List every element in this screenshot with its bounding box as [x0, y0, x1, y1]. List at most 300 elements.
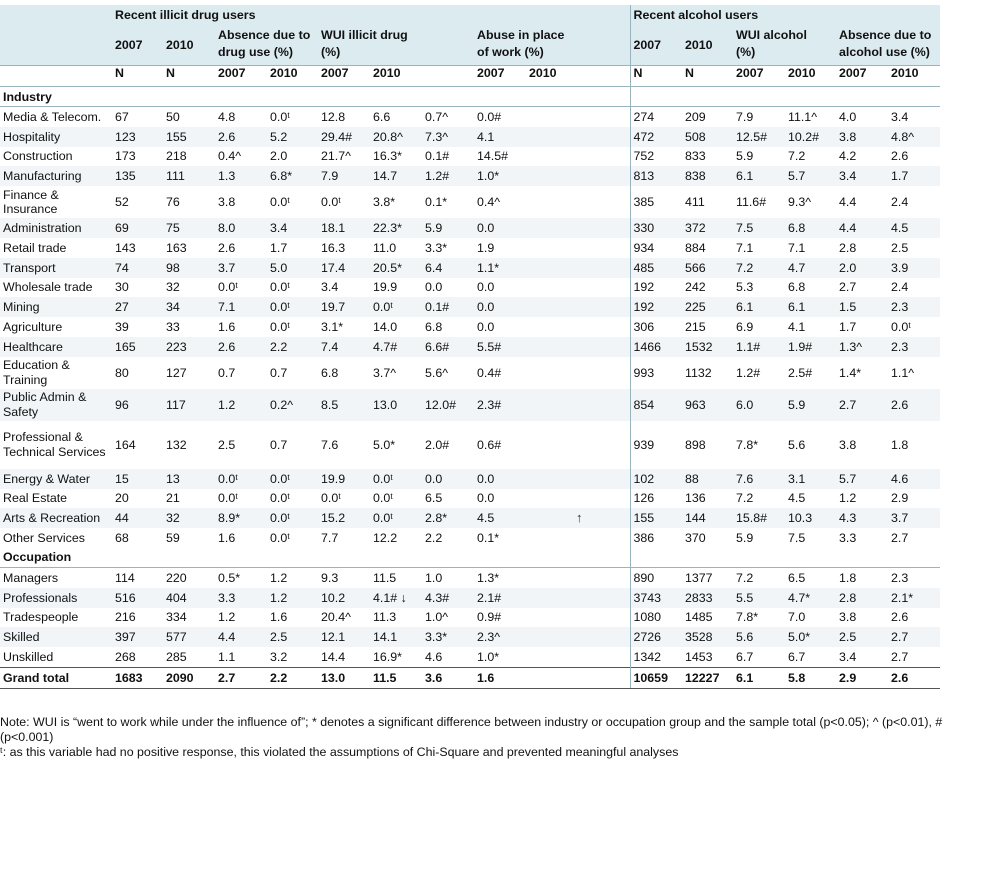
table-cell: 4.1# ↓	[370, 588, 422, 608]
table-cell: 0.4^	[218, 149, 242, 164]
table-cell: 1.1*	[474, 258, 526, 278]
table-cell: 0.1*	[477, 531, 500, 546]
table-row	[0, 608, 940, 628]
arrow-cell	[526, 107, 630, 127]
table-cell: 5.9	[736, 149, 754, 164]
table-cell: 7.2	[736, 570, 754, 585]
table-cell: 32	[163, 508, 215, 528]
table-cell: 209	[685, 109, 706, 124]
table-cell: 5.0	[267, 258, 318, 278]
table-cell: 993	[630, 357, 682, 389]
table-row	[0, 238, 940, 258]
table-cell: 7.6	[321, 437, 339, 452]
table-cell: 1132	[685, 365, 712, 380]
table-cell: 173	[115, 149, 136, 164]
table-cell: 11.5	[373, 570, 397, 585]
table-cell: 397	[112, 627, 163, 647]
table-cell: 2.6	[888, 389, 940, 421]
table-cell: 4.7#	[370, 337, 422, 357]
table-cell: 7.6	[733, 469, 785, 489]
table-cell: 2.5#	[788, 365, 813, 380]
table-cell: 11.5	[370, 667, 422, 688]
table-cell: 192	[630, 278, 682, 298]
table-cell: 1.6	[218, 531, 236, 546]
absence-drug-heading-1: Absence due to	[215, 25, 318, 45]
drug-n-2007-heading: 2007	[112, 25, 163, 66]
table-cell: 7.2	[788, 149, 806, 164]
table-cell: 2.0#	[425, 437, 450, 452]
table-cell: 3.9	[888, 258, 940, 278]
n-label: N	[630, 66, 682, 87]
row-label: Administration	[0, 218, 112, 238]
table-cell: 7.1	[736, 240, 754, 255]
year-label: 2010	[785, 66, 836, 87]
table-cell: 3528	[682, 627, 733, 647]
table-cell: 2.0	[836, 258, 888, 278]
table-cell: 7.4	[318, 337, 370, 357]
table-cell: 67	[115, 109, 129, 124]
row-label: Media & Telecom.	[3, 109, 102, 124]
table-cell: 69	[112, 218, 163, 238]
table-cell: 68	[115, 531, 129, 546]
table-cell: 3.3*	[425, 240, 448, 255]
table-notes	[0, 715, 975, 760]
table-cell: 6.5	[425, 491, 443, 506]
table-cell: 2.6	[215, 337, 267, 357]
table-cell: 6.8	[785, 218, 836, 238]
row-label: Arts & Recreation	[0, 508, 112, 528]
table-cell: 10.2#	[785, 127, 836, 147]
table-cell: 7.3^	[422, 127, 474, 147]
table-cell: 838	[682, 166, 733, 186]
table-cell: 7.5	[733, 218, 785, 238]
table-cell: 0.0	[425, 280, 443, 295]
arrow-cell	[526, 489, 630, 509]
table-cell: 2.4	[891, 195, 909, 210]
wui-alc-heading-1: WUI alcohol	[733, 25, 836, 45]
drug-n-2010-heading: 2010	[163, 25, 215, 66]
table-cell: 370	[685, 531, 706, 546]
table-cell: 11.6#	[736, 195, 767, 210]
table-cell: 88	[682, 469, 733, 489]
year-label: 2010	[370, 66, 422, 87]
header-row-groups	[0, 5, 940, 25]
table-cell: 6.6#	[422, 337, 474, 357]
table-cell: 2.7	[888, 627, 940, 647]
arrow-cell	[526, 421, 630, 469]
table-cell: 0.4#	[477, 365, 502, 380]
alc-n-2010-heading: 2010	[682, 25, 733, 66]
table-cell: 3.7	[888, 508, 940, 528]
table-cell: 2.1#	[474, 588, 526, 608]
row-label: Public Admin & Safety	[0, 389, 112, 421]
table-cell: 2.3	[888, 337, 940, 357]
table-row	[0, 357, 940, 389]
table-cell: 2.8	[839, 240, 857, 255]
arrow-cell	[526, 667, 630, 688]
table-cell: 2.1*	[888, 588, 940, 608]
table-cell: 2.6	[891, 610, 909, 625]
table-cell: 2.3	[888, 297, 940, 317]
table-cell: 6.1	[785, 297, 836, 317]
table-cell: 39	[115, 320, 129, 335]
table-cell: 16.3	[321, 240, 346, 255]
table-cell: 6.8	[321, 365, 339, 380]
table-cell: 5.2	[267, 127, 318, 147]
arrow-cell	[526, 258, 630, 278]
table-cell: 0.0ᵗ	[321, 195, 341, 210]
table-cell: 2.7	[891, 531, 909, 546]
table-cell: 218	[166, 149, 187, 164]
table-cell: 4.1	[788, 320, 806, 335]
table-cell: 6.5	[788, 570, 806, 585]
table-cell: 16.3*	[373, 149, 402, 164]
table-cell: 7.2	[733, 258, 785, 278]
table-cell: 7.2	[736, 491, 754, 506]
table-cell: 74	[112, 258, 163, 278]
table-cell: 813	[630, 166, 682, 186]
table-cell: 8.9*	[215, 508, 267, 528]
table-cell: 6.8	[425, 320, 443, 335]
table-cell: 13.0	[318, 667, 370, 688]
table-cell: 1.8	[891, 437, 909, 452]
table-row	[0, 508, 940, 528]
table-cell: 144	[682, 508, 733, 528]
row-label: Energy & Water	[0, 469, 112, 489]
table-cell: 32	[166, 280, 180, 295]
table-cell: 20.5*	[370, 258, 422, 278]
table-cell: 76	[166, 195, 180, 210]
table-cell: 12.1	[318, 627, 370, 647]
arrow-cell	[526, 528, 630, 548]
table-cell: 2.3^	[474, 627, 526, 647]
table-row	[0, 667, 940, 688]
table-cell: 0.0	[477, 280, 495, 295]
table-cell: 132	[166, 437, 187, 452]
arrow-cell	[526, 278, 630, 298]
table-cell: 1.0*	[474, 166, 526, 186]
table-row	[0, 588, 940, 608]
n-label: N	[682, 66, 733, 87]
table-cell: 6.1	[733, 667, 785, 688]
table-cell: 1.0*	[477, 650, 500, 665]
arrow-cell	[526, 627, 630, 647]
table-cell: 215	[685, 320, 706, 335]
table-cell: 2090	[163, 667, 215, 688]
table-cell: 1683	[112, 667, 163, 688]
row-label: Unskilled	[3, 650, 54, 665]
table-cell: 1.5	[836, 297, 888, 317]
table-cell: 12.0#	[422, 389, 474, 421]
table-cell: 5.6	[788, 437, 806, 452]
table-cell: 1.2	[839, 491, 857, 506]
arrow-cell	[526, 127, 630, 147]
table-row	[0, 297, 940, 317]
table-cell: 306	[630, 317, 682, 337]
table-cell: 274	[630, 107, 682, 127]
table-cell: 0.0ᵗ	[270, 195, 290, 210]
table-cell: 0.0ᵗ	[267, 297, 318, 317]
table-cell: 3.3*	[422, 627, 474, 647]
table-cell: 0.7^	[425, 109, 449, 124]
table-cell: 7.8*	[736, 610, 759, 625]
table-cell: 0.0ᵗ	[321, 491, 341, 506]
table-cell: 2.2	[267, 667, 318, 688]
table-cell: 4.7	[785, 258, 836, 278]
table-cell: 2.6	[215, 127, 267, 147]
table-cell: 752	[630, 147, 682, 167]
year-label: 2007	[836, 66, 888, 87]
table-cell: 5.9	[785, 389, 836, 421]
table-cell: 59	[166, 531, 180, 546]
table-cell: 12.8	[321, 109, 346, 124]
table-cell: 2.4	[891, 280, 909, 295]
table-cell: 854	[630, 389, 682, 421]
table-cell: 1.3*	[477, 570, 500, 585]
arrow-cell	[526, 297, 630, 317]
row-label: Professionals	[0, 588, 112, 608]
arrow-cell: ↑	[526, 508, 630, 528]
table-cell: 3743	[630, 588, 682, 608]
table-cell: 117	[163, 389, 215, 421]
row-label: Managers	[3, 570, 59, 585]
table-cell: 0.0ᵗ	[218, 491, 238, 506]
table-cell: 29.4#	[318, 127, 370, 147]
table-cell: 5.7	[785, 166, 836, 186]
table-cell: 963	[682, 389, 733, 421]
table-cell: 14.1	[370, 627, 422, 647]
table-cell: 4.4	[839, 195, 857, 210]
arrow-cell	[526, 567, 630, 587]
note-line-1: Note: WUI is “went to work while under the influence of”; * denotes a significant difference between industry or occupation group and the sample total (p<0.05); ^ (p<0.01), # (p<0.001)	[0, 715, 943, 744]
table-cell: 216	[115, 610, 136, 625]
table-cell: 165	[112, 337, 163, 357]
n-label: N	[163, 66, 215, 87]
table-cell: 2.5	[836, 627, 888, 647]
table-cell: 3.4	[891, 109, 909, 124]
absence-alc-heading-2: alcohol use (%)	[836, 45, 940, 66]
table-cell: 2.6	[218, 240, 236, 255]
table-cell: 13.0	[370, 389, 422, 421]
table-cell: 8.5	[318, 389, 370, 421]
table-cell: 4.4	[836, 218, 888, 238]
table-cell: 934	[630, 238, 682, 258]
table-row	[0, 421, 940, 469]
table-cell: 1485	[685, 610, 713, 625]
table-cell: 21	[166, 491, 180, 506]
table-cell: 7.1	[215, 297, 267, 317]
table-cell: 80	[115, 365, 129, 380]
table-row	[0, 147, 940, 167]
table-cell: 1.1	[218, 650, 236, 665]
section-row-industry	[0, 87, 940, 107]
row-label: Grand total	[0, 667, 112, 688]
table-cell: 3.4	[836, 166, 888, 186]
table-cell: 833	[685, 149, 706, 164]
table-cell: 75	[163, 218, 215, 238]
section-row-occupation	[0, 548, 940, 568]
table-cell: 1.2	[218, 610, 236, 625]
table-cell: 20.8^	[370, 127, 422, 147]
table-cell: 16.9*	[373, 650, 402, 665]
arrow-cell	[526, 389, 630, 421]
table-cell: 1.0^	[425, 610, 449, 625]
arrow-cell	[526, 147, 630, 167]
wui-drug-heading-1: WUI illicit drug	[318, 25, 422, 45]
table-cell: 485	[630, 258, 682, 278]
table-cell: 1.9	[477, 240, 495, 255]
table-cell: 5.3	[736, 280, 754, 295]
table-cell: 3.8	[839, 610, 857, 625]
drug-group-heading: Recent illicit drug users	[112, 5, 630, 25]
table-cell: 12227	[682, 667, 733, 688]
table-cell: 12.2	[373, 531, 398, 546]
table-cell: 127	[166, 365, 187, 380]
table-cell: 4.8^	[888, 127, 940, 147]
table-cell: 11.0	[373, 240, 397, 255]
table-cell: 50	[166, 109, 180, 124]
table-cell: 5.6	[733, 627, 785, 647]
table-cell: 0.1#	[425, 149, 450, 164]
table-cell: 19.9	[373, 280, 398, 295]
row-label: Transport	[0, 258, 112, 278]
table-cell: 3.8*	[373, 195, 396, 210]
survey-table	[0, 5, 940, 689]
table-row	[0, 469, 940, 489]
table-cell: 225	[682, 297, 733, 317]
table-cell: 3.1	[785, 469, 836, 489]
table-cell: 4.2	[839, 149, 857, 164]
table-cell: 1.1^	[891, 365, 915, 380]
table-cell: 111	[163, 166, 215, 186]
table-cell: 6.6	[373, 109, 391, 124]
table-cell: 7.1	[788, 240, 806, 255]
table-cell: 2.6	[891, 149, 909, 164]
table-cell: 2.9	[891, 491, 909, 506]
table-cell: 155	[163, 127, 215, 147]
arrow-cell	[526, 238, 630, 258]
arrow-cell	[526, 647, 630, 667]
table-cell: 2726	[630, 627, 682, 647]
table-cell: 1.6	[218, 320, 236, 335]
table-cell: 114	[115, 570, 135, 585]
table-cell: 3.2	[270, 650, 288, 665]
table-cell: 14.4	[321, 650, 346, 665]
arrow-cell	[526, 357, 630, 389]
table-cell: 10659	[630, 667, 682, 688]
table-cell: 3.1*	[321, 320, 344, 335]
table-row	[0, 258, 940, 278]
table-cell: 0.0	[477, 491, 495, 506]
table-cell: 6.4	[422, 258, 474, 278]
table-cell: 3.7	[215, 258, 267, 278]
table-cell: 516	[112, 588, 163, 608]
table-cell: 6.7	[788, 650, 806, 665]
table-cell: 20	[115, 491, 129, 506]
table-cell: 3.4	[267, 218, 318, 238]
table-cell: 1342	[630, 647, 682, 667]
table-cell: 0.0	[422, 469, 474, 489]
table-cell: 15.2	[318, 508, 370, 528]
arrow-cell	[526, 469, 630, 489]
table-cell: 1.9#	[785, 337, 836, 357]
table-cell: 6.0	[733, 389, 785, 421]
row-label: Wholesale trade	[3, 280, 93, 295]
table-cell: 0.0ᵗ	[218, 280, 238, 295]
row-label: Real Estate	[3, 491, 68, 506]
table-cell: 7.5	[788, 531, 806, 546]
table-cell: 386	[630, 528, 682, 548]
table-cell: 20.4^	[321, 610, 351, 625]
table-row	[0, 489, 940, 509]
table-cell: 411	[685, 195, 705, 210]
table-cell: 30	[115, 280, 129, 295]
table-cell: 939	[630, 421, 682, 469]
absence-drug-heading-2: drug use (%)	[215, 45, 318, 66]
table-cell: 13	[163, 469, 215, 489]
table-cell: 0.0	[474, 297, 526, 317]
table-cell: 0.0#	[477, 109, 502, 124]
table-row	[0, 166, 940, 186]
table-cell: 0.2^	[267, 389, 318, 421]
table-cell: 4.7*	[785, 588, 836, 608]
table-row	[0, 627, 940, 647]
table-row	[0, 218, 940, 238]
table-cell: 2.7	[891, 650, 909, 665]
table-cell: 0.0ᵗ	[270, 109, 290, 124]
table-cell: 1466	[630, 337, 682, 357]
table-row	[0, 186, 940, 218]
wui-drug-heading-2: (%)	[318, 45, 422, 66]
table-cell: 1.6	[474, 667, 526, 688]
table-cell: 9.3	[321, 570, 339, 585]
table-cell: 4.5	[888, 218, 940, 238]
table-cell: 17.4	[318, 258, 370, 278]
table-cell: 4.3#	[422, 588, 474, 608]
table-cell: 0.0	[474, 469, 526, 489]
table-cell: 44	[112, 508, 163, 528]
table-cell: 19.9	[318, 469, 370, 489]
table-cell: 1.8	[839, 570, 857, 585]
table-cell: 1.2	[270, 570, 288, 585]
row-label: Manufacturing	[0, 166, 112, 186]
table-cell: 6.8	[788, 280, 806, 295]
table-cell: 0.0ᵗ	[215, 469, 267, 489]
year-label: 2007	[318, 66, 370, 87]
table-row	[0, 389, 940, 421]
table-cell: 0.5*	[218, 570, 241, 585]
table-cell: 6.1	[733, 297, 785, 317]
alc-n-2007-heading: 2007	[630, 25, 682, 66]
alcohol-group-heading: Recent alcohol users	[630, 5, 940, 25]
table-cell: 3.4	[321, 280, 339, 295]
row-label: Retail trade	[3, 240, 67, 255]
table-cell: 2.6	[888, 667, 940, 688]
header-row-years	[0, 66, 940, 87]
table-cell: 2.0	[270, 149, 288, 164]
table-cell: 334	[166, 610, 187, 625]
table-cell: 404	[163, 588, 215, 608]
arrow-cell	[526, 608, 630, 628]
table-cell: 508	[682, 127, 733, 147]
table-cell: 2.8	[836, 588, 888, 608]
table-cell: 5.6^	[425, 365, 449, 380]
table-cell: 890	[630, 567, 682, 587]
table-cell: 0.0ᵗ	[370, 469, 422, 489]
table-cell: 0.1#	[422, 297, 474, 317]
table-cell: 5.5	[733, 588, 785, 608]
table-cell: 96	[112, 389, 163, 421]
